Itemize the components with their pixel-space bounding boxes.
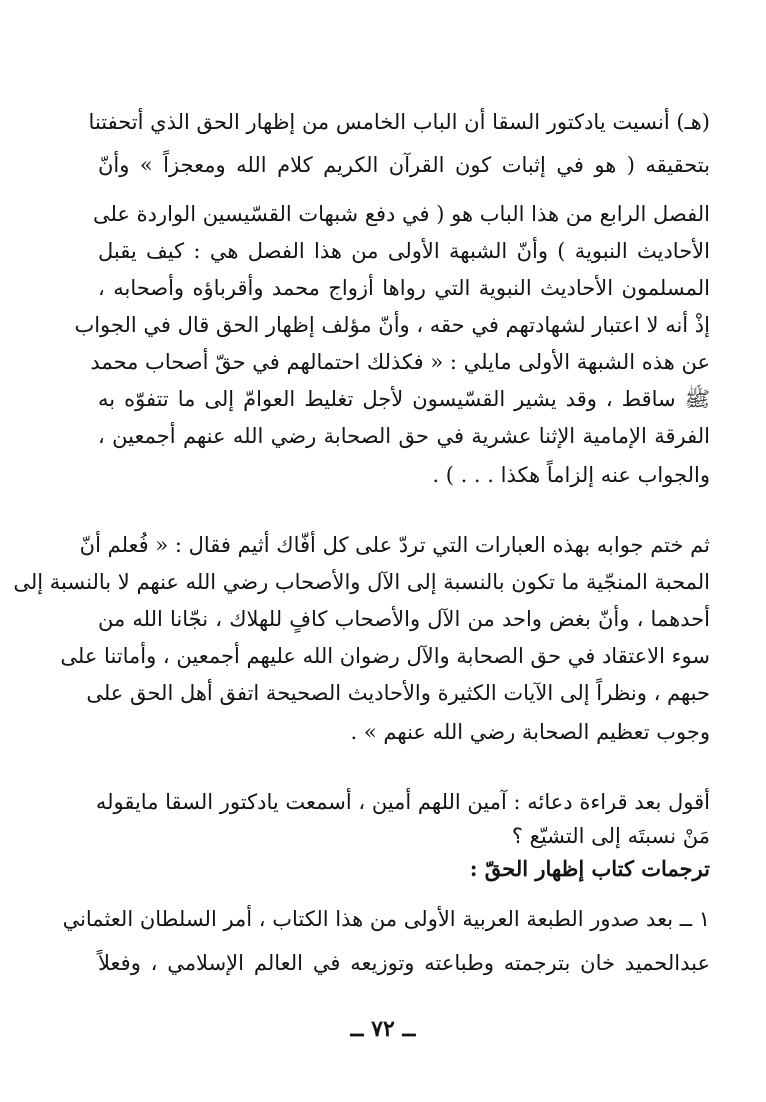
page-number: ــ ٧٢ ــ bbox=[350, 1016, 416, 1042]
text-line: عبدالحميد خان بترجمته وطباعته وتوزيعه في العالم الإسلامي ، وفعلاً bbox=[98, 951, 710, 975]
text-line: ﷺ ساقط ، وقد يشير القسّيسون لأجل تغليط العوامّ إلى ما تتفوّه به bbox=[98, 387, 710, 411]
text-line: مَنْ نسبتَه إلى التشيّع ؟ bbox=[511, 824, 710, 848]
text-line: بتحقيقه ( هو في إثبات كون القرآن الكريم كلام الله ومعجزاً » وأنّ bbox=[98, 153, 710, 177]
text-line: المسلمون الأحاديث النبوية التي رواها أزواج محمد وأقرباؤه وأصحابه ، bbox=[98, 276, 710, 300]
text-line: حبهم ، ونظراً إلى الآيات الكثيرة والأحاديث الصحيحة اتفق أهل الحق على bbox=[86, 681, 710, 705]
text-line: ثم ختم جوابه بهذه العبارات التي تردّ على كل أفّاك أثيم فقال : « فُعلم أنّ bbox=[79, 533, 710, 557]
text-line: إذْ أنه لا اعتبار لشهادتهم في حقه ، وأنّ مؤلف إظهار الحق قال في الجواب bbox=[74, 313, 710, 337]
text-line: أحدهما ، وأنّ بغض واحد من الآل والأصحاب كافٍ للهلاك ، نجّانا الله من bbox=[98, 607, 710, 631]
text-line: عن هذه الشبهة الأولى مايلي : « فكذلك احتمالهم في حقّ أصحاب محمد bbox=[90, 350, 710, 374]
text-line: وجوب تعظيم الصحابة رضي الله عنهم » . bbox=[350, 720, 710, 744]
text-line: والجواب عنه إلزاماً هكذا . . . ) . bbox=[432, 463, 710, 487]
text-line: الأحاديث النبوية ) وأنّ الشبهة الأولى من هذا الفصل هي : كيف يقبل bbox=[98, 239, 710, 263]
text-line: الفصل الرابع من هذا الباب هو ( في دفع شبهات القسّيسين الواردة على bbox=[92, 202, 710, 226]
text-line: ١ ــ بعد صدور الطبعة العربية الأولى من هذا الكتاب ، أمر السلطان العثماني bbox=[62, 907, 710, 931]
section-heading: ترجمات كتاب إظهار الحقّ : bbox=[469, 856, 710, 881]
text-line: أقول بعد قراءة دعائه : آمين اللهم أمين ، أسمعت يادكتور السقا مايقوله bbox=[95, 790, 710, 814]
text-line: (هـ) أنسيت يادكتور السقا أن الباب الخامس من إظهار الحق الذي أتحفتنا bbox=[88, 110, 710, 134]
text-line: المحبة المنجّية ما تكون بالنسبة إلى الآل والأصحاب رضي الله عنهم لا بالنسبة إلى bbox=[13, 570, 710, 594]
text-line: الفرقة الإمامية الإثنا عشرية في حق الصحابة رضي الله عنهم أجمعين ، bbox=[98, 424, 710, 448]
text-line: سوء الاعتقاد في حق الصحابة والآل رضوان الله عليهم أجمعين ، وأماتنا على bbox=[60, 644, 710, 668]
